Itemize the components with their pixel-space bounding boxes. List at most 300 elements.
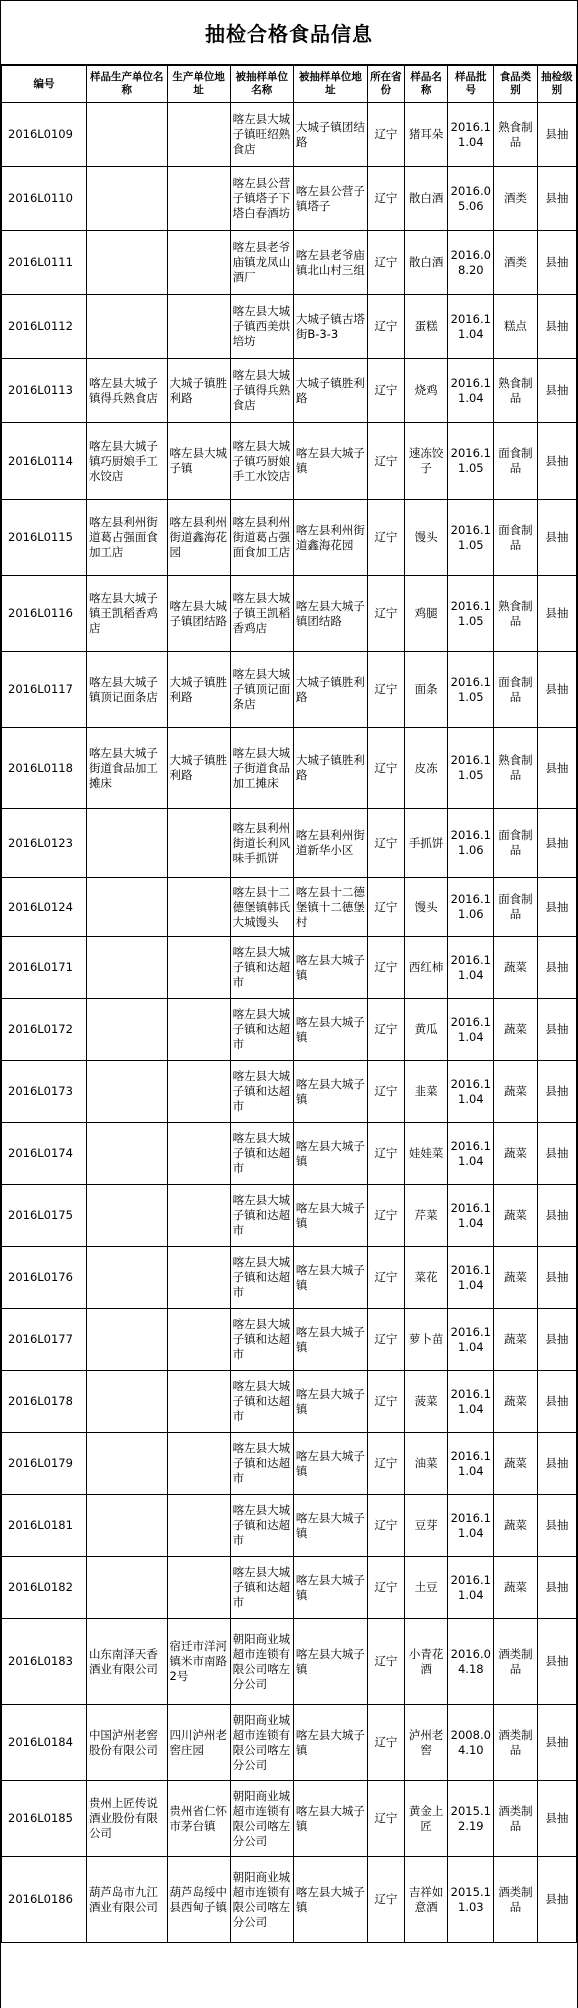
cell-sampled-unit-address: 喀左县大城子镇: [293, 1705, 367, 1781]
cell-sample-name: 馒头: [404, 878, 448, 937]
cell-food-category: 糕点: [494, 295, 538, 359]
cell-sampled-unit-address: 喀左县大城子镇: [293, 1781, 367, 1857]
cell-producer-address: [167, 1557, 230, 1619]
cell-producer-name: [86, 809, 167, 878]
cell-food-category: 蔬菜: [494, 1495, 538, 1557]
cell-sampled-unit-name: 喀左县利州街道长利风味手抓饼: [230, 809, 293, 878]
food-inspection-table: [1, 65, 577, 1943]
cell-code: 2016L0184: [2, 1705, 87, 1781]
cell-producer-address: [167, 937, 230, 999]
cell-code: 2016L0175: [2, 1185, 87, 1247]
cell-sampled-unit-name: 喀左县十二德堡镇韩氏大城馒头: [230, 878, 293, 937]
cell-sampled-unit-name: 朝阳商业城超市连锁有限公司喀左分公司: [230, 1857, 293, 1943]
cell-food-category: 熟食制品: [494, 576, 538, 652]
cell-sampled-unit-address: 喀左县大城子镇: [293, 1371, 367, 1433]
cell-sampled-unit-name: 喀左县利州街道葛占强面食加工店: [230, 500, 293, 576]
cell-batch-number: 2016.11.05: [448, 652, 494, 728]
cell-producer-name: [86, 1309, 167, 1371]
cell-code: 2016L0173: [2, 1061, 87, 1123]
cell-sample-name: 菠菜: [404, 1371, 448, 1433]
table-row: [2, 1061, 577, 1123]
cell-sampled-unit-name: 喀左县大城子镇和达超市: [230, 1371, 293, 1433]
cell-sample-name: 萝卜苗: [404, 1309, 448, 1371]
cell-batch-number: 2016.11.04: [448, 1247, 494, 1309]
cell-batch-number: 2016.11.04: [448, 1371, 494, 1433]
cell-batch-number: 2016.11.04: [448, 999, 494, 1061]
cell-sample-name: 手抓饼: [404, 809, 448, 878]
cell-producer-name: [86, 878, 167, 937]
cell-food-category: 蔬菜: [494, 937, 538, 999]
cell-sample-name: 猪耳朵: [404, 103, 448, 167]
cell-sampled-unit-name: 喀左县大城子镇和达超市: [230, 937, 293, 999]
cell-sampled-unit-address: 喀左县公营子镇塔子: [293, 167, 367, 231]
cell-sample-name: 小青花酒: [404, 1619, 448, 1705]
cell-province: 辽宁: [367, 1185, 404, 1247]
cell-sampled-unit-address: 喀左县利州街道鑫海花园: [293, 500, 367, 576]
table-row: [2, 809, 577, 878]
cell-producer-name: [86, 1123, 167, 1185]
header-producer-address: 生产单位地址: [167, 66, 230, 103]
cell-code: 2016L0185: [2, 1781, 87, 1857]
cell-food-category: 酒类: [494, 167, 538, 231]
cell-sample-name: 散白酒: [404, 231, 448, 295]
cell-producer-address: [167, 999, 230, 1061]
cell-food-category: 面食制品: [494, 652, 538, 728]
cell-inspection-level: 县抽: [537, 1557, 576, 1619]
cell-inspection-level: 县抽: [537, 1185, 576, 1247]
cell-batch-number: 2016.11.05: [448, 423, 494, 500]
cell-sample-name: 蛋糕: [404, 295, 448, 359]
cell-producer-name: 喀左县大城子镇巧厨娘手工水饺店: [86, 423, 167, 500]
header-code: 编号: [2, 66, 87, 103]
cell-code: 2016L0174: [2, 1123, 87, 1185]
cell-producer-address: 大城子镇胜利路: [167, 728, 230, 809]
cell-inspection-level: 县抽: [537, 423, 576, 500]
cell-code: 2016L0171: [2, 937, 87, 999]
cell-inspection-level: 县抽: [537, 728, 576, 809]
cell-sampled-unit-name: 喀左县大城子镇和达超市: [230, 1061, 293, 1123]
cell-producer-name: [86, 1433, 167, 1495]
cell-sampled-unit-name: 喀左县大城子镇顶记面条店: [230, 652, 293, 728]
cell-sampled-unit-address: 喀左县大城子镇团结路: [293, 576, 367, 652]
cell-inspection-level: 县抽: [537, 809, 576, 878]
cell-sampled-unit-name: 喀左县大城子镇和达超市: [230, 1309, 293, 1371]
cell-inspection-level: 县抽: [537, 1371, 576, 1433]
cell-producer-name: 喀左县大城子镇顶记面条店: [86, 652, 167, 728]
cell-sample-name: 散白酒: [404, 167, 448, 231]
cell-producer-address: [167, 1433, 230, 1495]
cell-batch-number: 2016.11.04: [448, 359, 494, 423]
document-title: 抽检合格食品信息: [1, 1, 577, 65]
table-row: [2, 999, 577, 1061]
cell-producer-address: [167, 1185, 230, 1247]
table-row: [2, 1495, 577, 1557]
cell-inspection-level: 县抽: [537, 1309, 576, 1371]
table-row: [2, 1619, 577, 1705]
cell-producer-name: 山东南泽天香酒业有限公司: [86, 1619, 167, 1705]
cell-producer-address: [167, 1061, 230, 1123]
header-sample-name: 样品名称: [404, 66, 448, 103]
cell-producer-name: 贵州上匠传说酒业股份有限公司: [86, 1781, 167, 1857]
cell-inspection-level: 县抽: [537, 295, 576, 359]
cell-batch-number: 2016.04.18: [448, 1619, 494, 1705]
cell-producer-address: [167, 231, 230, 295]
cell-producer-address: 葫芦岛绥中县西甸子镇: [167, 1857, 230, 1943]
cell-sampled-unit-name: 喀左县大城子镇和达超市: [230, 1247, 293, 1309]
table-row: [2, 231, 577, 295]
cell-batch-number: 2016.11.05: [448, 576, 494, 652]
cell-food-category: 酒类制品: [494, 1705, 538, 1781]
cell-inspection-level: 县抽: [537, 937, 576, 999]
table-header-row: [2, 66, 577, 103]
cell-sample-name: 速冻饺子: [404, 423, 448, 500]
cell-producer-address: [167, 878, 230, 937]
cell-sampled-unit-address: 大城子镇胜利路: [293, 652, 367, 728]
cell-producer-address: [167, 809, 230, 878]
cell-food-category: 蔬菜: [494, 1557, 538, 1619]
cell-inspection-level: 县抽: [537, 1857, 576, 1943]
cell-code: 2016L0118: [2, 728, 87, 809]
cell-sampled-unit-address: 大城子镇团结路: [293, 103, 367, 167]
cell-sample-name: 面条: [404, 652, 448, 728]
cell-province: 辽宁: [367, 652, 404, 728]
cell-sampled-unit-address: 喀左县大城子镇: [293, 1857, 367, 1943]
table-row: [2, 1185, 577, 1247]
cell-batch-number: 2016.11.04: [448, 1061, 494, 1123]
cell-province: 辽宁: [367, 1123, 404, 1185]
cell-sample-name: 西红柿: [404, 937, 448, 999]
cell-producer-name: [86, 1557, 167, 1619]
cell-sampled-unit-name: 喀左县大城子镇和达超市: [230, 1557, 293, 1619]
cell-code: 2016L0123: [2, 809, 87, 878]
cell-code: 2016L0183: [2, 1619, 87, 1705]
cell-sampled-unit-address: 喀左县大城子镇: [293, 423, 367, 500]
cell-province: 辽宁: [367, 1495, 404, 1557]
cell-batch-number: 2016.11.06: [448, 809, 494, 878]
cell-province: 辽宁: [367, 1433, 404, 1495]
cell-sampled-unit-name: 喀左县大城子镇得兵熟食店: [230, 359, 293, 423]
cell-producer-address: [167, 1309, 230, 1371]
cell-batch-number: 2016.11.04: [448, 295, 494, 359]
table-row: [2, 1433, 577, 1495]
cell-sample-name: 土豆: [404, 1557, 448, 1619]
cell-producer-name: [86, 103, 167, 167]
cell-sampled-unit-address: 喀左县大城子镇: [293, 1185, 367, 1247]
cell-sampled-unit-name: 喀左县大城子镇王凯稻香鸡店: [230, 576, 293, 652]
cell-sampled-unit-name: 朝阳商业城超市连锁有限公司喀左分公司: [230, 1705, 293, 1781]
cell-province: 辽宁: [367, 167, 404, 231]
cell-sampled-unit-name: 喀左县老爷庙镇龙凤山酒厂: [230, 231, 293, 295]
cell-sampled-unit-name: 喀左县大城子街道食品加工摊床: [230, 728, 293, 809]
cell-producer-name: [86, 1061, 167, 1123]
cell-province: 辽宁: [367, 423, 404, 500]
cell-province: 辽宁: [367, 1781, 404, 1857]
cell-sample-name: 娃娃菜: [404, 1123, 448, 1185]
cell-sampled-unit-name: 喀左县大城子镇西美烘培坊: [230, 295, 293, 359]
cell-sampled-unit-address: 喀左县大城子镇: [293, 1247, 367, 1309]
cell-sample-name: 皮冻: [404, 728, 448, 809]
table-row: [2, 728, 577, 809]
cell-producer-address: [167, 1495, 230, 1557]
cell-code: 2016L0110: [2, 167, 87, 231]
cell-producer-name: 喀左县大城子街道食品加工摊床: [86, 728, 167, 809]
cell-sample-name: 豆芽: [404, 1495, 448, 1557]
cell-sampled-unit-address: 喀左县老爷庙镇北山村三组: [293, 231, 367, 295]
cell-sampled-unit-address: 喀左县大城子镇: [293, 937, 367, 999]
table-row: [2, 295, 577, 359]
cell-sampled-unit-name: 朝阳商业城超市连锁有限公司喀左分公司: [230, 1781, 293, 1857]
cell-producer-name: [86, 1495, 167, 1557]
header-producer-name: 样品生产单位名称: [86, 66, 167, 103]
cell-batch-number: 2016.11.04: [448, 1309, 494, 1371]
cell-food-category: 熟食制品: [494, 728, 538, 809]
cell-batch-number: 2016.11.05: [448, 500, 494, 576]
cell-inspection-level: 县抽: [537, 1705, 576, 1781]
table-row: [2, 652, 577, 728]
cell-code: 2016L0112: [2, 295, 87, 359]
cell-inspection-level: 县抽: [537, 359, 576, 423]
cell-food-category: 蔬菜: [494, 1433, 538, 1495]
cell-producer-name: 喀左县大城子镇王凯稻香鸡店: [86, 576, 167, 652]
cell-inspection-level: 县抽: [537, 231, 576, 295]
cell-producer-name: [86, 1247, 167, 1309]
cell-inspection-level: 县抽: [537, 167, 576, 231]
table-row: [2, 1123, 577, 1185]
cell-producer-name: [86, 1371, 167, 1433]
cell-batch-number: 2008.04.10: [448, 1705, 494, 1781]
cell-sampled-unit-address: 大城子镇古塔街B-3-3: [293, 295, 367, 359]
cell-sample-name: 黄金上匠: [404, 1781, 448, 1857]
cell-sampled-unit-address: 喀左县大城子镇: [293, 1061, 367, 1123]
cell-food-category: 面食制品: [494, 423, 538, 500]
cell-producer-name: [86, 1185, 167, 1247]
cell-producer-address: 四川泸州老窖庄园: [167, 1705, 230, 1781]
cell-sample-name: 烧鸡: [404, 359, 448, 423]
header-sampled-unit-address: 被抽样单位地址: [293, 66, 367, 103]
cell-code: 2016L0178: [2, 1371, 87, 1433]
cell-code: 2016L0186: [2, 1857, 87, 1943]
cell-sampled-unit-name: 喀左县大城子镇和达超市: [230, 1495, 293, 1557]
table-row: [2, 359, 577, 423]
cell-province: 辽宁: [367, 359, 404, 423]
cell-batch-number: 2016.11.04: [448, 1185, 494, 1247]
cell-inspection-level: 县抽: [537, 576, 576, 652]
cell-code: 2016L0115: [2, 500, 87, 576]
cell-inspection-level: 县抽: [537, 500, 576, 576]
cell-producer-address: 大城子镇胜利路: [167, 359, 230, 423]
cell-sample-name: 泸州老窖: [404, 1705, 448, 1781]
table-row: [2, 167, 577, 231]
cell-province: 辽宁: [367, 1857, 404, 1943]
table-row: [2, 1705, 577, 1781]
cell-batch-number: 2016.05.06: [448, 167, 494, 231]
cell-sample-name: 黄瓜: [404, 999, 448, 1061]
cell-province: 辽宁: [367, 295, 404, 359]
cell-code: 2016L0182: [2, 1557, 87, 1619]
cell-food-category: 蔬菜: [494, 1309, 538, 1371]
cell-province: 辽宁: [367, 999, 404, 1061]
cell-food-category: 酒类制品: [494, 1619, 538, 1705]
cell-producer-address: 喀左县利州街道鑫海花园: [167, 500, 230, 576]
cell-food-category: 蔬菜: [494, 999, 538, 1061]
cell-code: 2016L0114: [2, 423, 87, 500]
cell-sampled-unit-address: 喀左县大城子镇: [293, 1619, 367, 1705]
cell-code: 2016L0109: [2, 103, 87, 167]
table-row: [2, 423, 577, 500]
cell-food-category: 蔬菜: [494, 1061, 538, 1123]
cell-producer-name: [86, 231, 167, 295]
cell-province: 辽宁: [367, 1557, 404, 1619]
cell-producer-name: [86, 937, 167, 999]
table-row: [2, 878, 577, 937]
table-body: [2, 103, 577, 1943]
cell-batch-number: 2016.08.20: [448, 231, 494, 295]
cell-producer-address: [167, 1123, 230, 1185]
table-row: [2, 500, 577, 576]
cell-producer-name: 中国泸州老窖股份有限公司: [86, 1705, 167, 1781]
cell-producer-address: [167, 295, 230, 359]
cell-food-category: 蔬菜: [494, 1371, 538, 1433]
cell-food-category: 面食制品: [494, 809, 538, 878]
cell-batch-number: 2015.11.03: [448, 1857, 494, 1943]
cell-sampled-unit-address: 喀左县大城子镇: [293, 1495, 367, 1557]
cell-code: 2016L0113: [2, 359, 87, 423]
cell-producer-address: 大城子镇胜利路: [167, 652, 230, 728]
cell-province: 辽宁: [367, 576, 404, 652]
cell-producer-address: 喀左县大城子镇团结路: [167, 576, 230, 652]
cell-sampled-unit-name: 喀左县公营子镇塔子下塔白春酒坊: [230, 167, 293, 231]
cell-province: 辽宁: [367, 103, 404, 167]
cell-province: 辽宁: [367, 728, 404, 809]
cell-sampled-unit-name: 喀左县大城子镇巧厨娘手工水饺店: [230, 423, 293, 500]
cell-food-category: 熟食制品: [494, 103, 538, 167]
cell-inspection-level: 县抽: [537, 652, 576, 728]
cell-producer-name: [86, 295, 167, 359]
cell-food-category: 酒类制品: [494, 1857, 538, 1943]
cell-food-category: 蔬菜: [494, 1185, 538, 1247]
cell-province: 辽宁: [367, 1247, 404, 1309]
cell-province: 辽宁: [367, 1371, 404, 1433]
cell-sampled-unit-address: 喀左县大城子镇: [293, 1309, 367, 1371]
cell-inspection-level: 县抽: [537, 1495, 576, 1557]
cell-batch-number: 2016.11.04: [448, 1433, 494, 1495]
cell-sampled-unit-name: 喀左县大城子镇旺绍熟食店: [230, 103, 293, 167]
cell-province: 辽宁: [367, 1309, 404, 1371]
cell-sampled-unit-address: 喀左县大城子镇: [293, 1123, 367, 1185]
cell-sample-name: 油菜: [404, 1433, 448, 1495]
cell-sampled-unit-address: 喀左县十二德堡镇十二德堡村: [293, 878, 367, 937]
cell-producer-address: [167, 1371, 230, 1433]
cell-code: 2016L0111: [2, 231, 87, 295]
cell-producer-address: [167, 103, 230, 167]
cell-code: 2016L0172: [2, 999, 87, 1061]
cell-batch-number: 2016.11.04: [448, 1123, 494, 1185]
cell-producer-address: 贵州省仁怀市茅台镇: [167, 1781, 230, 1857]
cell-code: 2016L0116: [2, 576, 87, 652]
cell-producer-address: [167, 1247, 230, 1309]
cell-batch-number: 2015.12.19: [448, 1781, 494, 1857]
cell-inspection-level: 县抽: [537, 1619, 576, 1705]
cell-sampled-unit-name: 喀左县大城子镇和达超市: [230, 999, 293, 1061]
cell-batch-number: 2016.11.04: [448, 1495, 494, 1557]
cell-sample-name: 鸡腿: [404, 576, 448, 652]
header-inspection-level: 抽检级别: [537, 66, 576, 103]
table-row: [2, 1857, 577, 1943]
cell-food-category: 蔬菜: [494, 1247, 538, 1309]
cell-sampled-unit-address: 喀左县大城子镇: [293, 1557, 367, 1619]
cell-province: 辽宁: [367, 1619, 404, 1705]
cell-code: 2016L0176: [2, 1247, 87, 1309]
table-row: [2, 1309, 577, 1371]
cell-inspection-level: 县抽: [537, 1433, 576, 1495]
cell-batch-number: 2016.11.04: [448, 103, 494, 167]
cell-sampled-unit-address: 喀左县利州街道新华小区: [293, 809, 367, 878]
cell-food-category: 酒类制品: [494, 1781, 538, 1857]
cell-batch-number: 2016.11.06: [448, 878, 494, 937]
cell-province: 辽宁: [367, 1061, 404, 1123]
cell-province: 辽宁: [367, 500, 404, 576]
cell-batch-number: 2016.11.04: [448, 1557, 494, 1619]
cell-province: 辽宁: [367, 231, 404, 295]
cell-producer-name: 喀左县大城子镇得兵熟食店: [86, 359, 167, 423]
cell-producer-name: 喀左县利州街道葛占强面食加工店: [86, 500, 167, 576]
cell-province: 辽宁: [367, 878, 404, 937]
header-province: 所在省份: [367, 66, 404, 103]
table-row: [2, 1781, 577, 1857]
cell-food-category: 熟食制品: [494, 359, 538, 423]
cell-sampled-unit-name: 喀左县大城子镇和达超市: [230, 1123, 293, 1185]
table-row: [2, 1247, 577, 1309]
header-sampled-unit-name: 被抽样单位名称: [230, 66, 293, 103]
cell-code: 2016L0181: [2, 1495, 87, 1557]
cell-province: 辽宁: [367, 809, 404, 878]
cell-inspection-level: 县抽: [537, 999, 576, 1061]
cell-code: 2016L0124: [2, 878, 87, 937]
table-row: [2, 937, 577, 999]
cell-sample-name: 菜花: [404, 1247, 448, 1309]
table-row: [2, 576, 577, 652]
cell-sampled-unit-name: 朝阳商业城超市连锁有限公司喀左分公司: [230, 1619, 293, 1705]
cell-food-category: 蔬菜: [494, 1123, 538, 1185]
cell-sampled-unit-address: 喀左县大城子镇: [293, 999, 367, 1061]
cell-producer-name: 葫芦岛市九江酒业有限公司: [86, 1857, 167, 1943]
cell-code: 2016L0179: [2, 1433, 87, 1495]
cell-sampled-unit-address: 大城子镇胜利路: [293, 359, 367, 423]
cell-province: 辽宁: [367, 937, 404, 999]
cell-producer-name: [86, 167, 167, 231]
cell-sampled-unit-address: 大城子镇胜利路: [293, 728, 367, 809]
header-batch-number: 样品批号: [448, 66, 494, 103]
cell-inspection-level: 县抽: [537, 1781, 576, 1857]
cell-sample-name: 吉祥如意酒: [404, 1857, 448, 1943]
cell-batch-number: 2016.11.05: [448, 728, 494, 809]
table-row: [2, 1371, 577, 1433]
cell-food-category: 酒类: [494, 231, 538, 295]
cell-inspection-level: 县抽: [537, 103, 576, 167]
cell-inspection-level: 县抽: [537, 1061, 576, 1123]
cell-sampled-unit-address: 喀左县大城子镇: [293, 1433, 367, 1495]
cell-inspection-level: 县抽: [537, 878, 576, 937]
cell-food-category: 面食制品: [494, 500, 538, 576]
cell-sample-name: 芹菜: [404, 1185, 448, 1247]
table-row: [2, 1557, 577, 1619]
cell-sampled-unit-name: 喀左县大城子镇和达超市: [230, 1185, 293, 1247]
cell-inspection-level: 县抽: [537, 1247, 576, 1309]
cell-sample-name: 馒头: [404, 500, 448, 576]
cell-code: 2016L0177: [2, 1309, 87, 1371]
table-row: [2, 103, 577, 167]
cell-producer-name: [86, 999, 167, 1061]
